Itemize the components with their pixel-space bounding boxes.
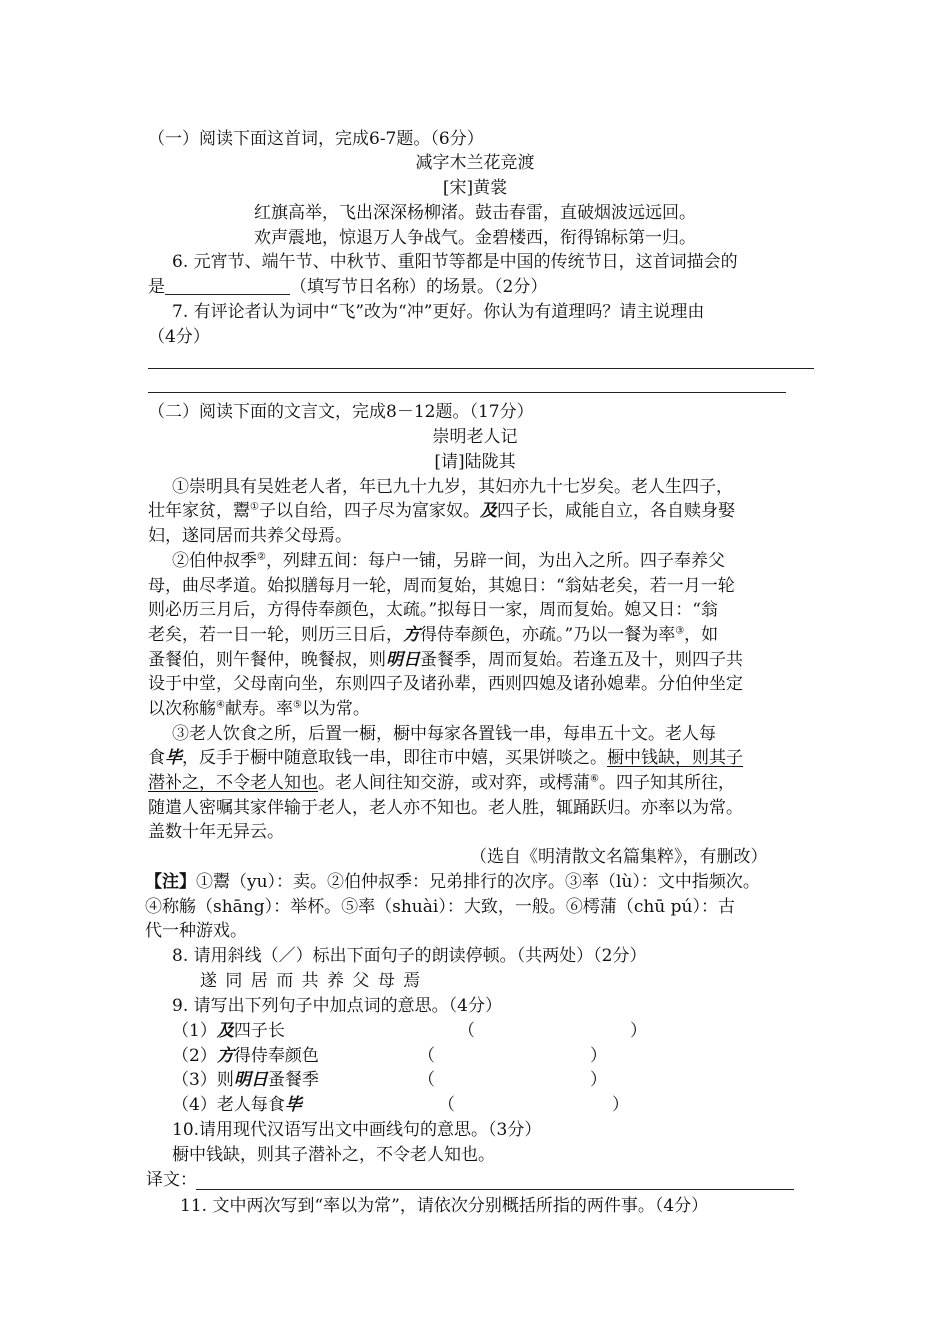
question-6-line2 bbox=[148, 276, 547, 298]
question-8: 8. 请用斜线（／）标出下面句子的朗读停顿。（共两处）（2分） bbox=[172, 946, 647, 966]
note-ref: ④ bbox=[216, 699, 225, 711]
q9-answer-4-open[interactable]: （ bbox=[438, 1095, 455, 1115]
notes-line3: 代一种游戏。 bbox=[145, 921, 247, 941]
question-6-post: （填写节日名称）的场景。（2分） bbox=[290, 277, 548, 297]
poem-line-2: 欢声震地，惊退万人争战气。金碧楼西，衔得锦标第一归。 bbox=[254, 228, 696, 248]
answer-line-2[interactable] bbox=[148, 392, 786, 393]
q9-answer-3-open[interactable]: （ bbox=[418, 1070, 435, 1090]
note-ref: ⑤ bbox=[292, 699, 302, 711]
question-9: 9. 请写出下列句子中加点词的意思。（4分） bbox=[172, 996, 502, 1016]
note-ref: ① bbox=[250, 501, 259, 513]
question-7-line1: 7. 有评论者认为词中“飞”改为“冲”更好。你认为有道理吗？请主说理由 bbox=[172, 302, 705, 322]
q9-item-3: （3）则明日蚤餐季 bbox=[172, 1070, 319, 1090]
dotted-word-fang: 方 bbox=[403, 625, 420, 645]
question-10: 10.请用现代汉语写出文中画线句的意思。（3分） bbox=[172, 1120, 542, 1140]
p3-line5: 盖数十年无异云。 bbox=[148, 822, 284, 842]
p2-line2: 母，曲尽孝道。始拟膳每月一轮，周而复始，其媳日：“翁姑老矣，若一月一轮 bbox=[148, 576, 735, 596]
source-citation: （选自《明清散文名篇集粹》，有删改） bbox=[470, 847, 768, 867]
question-7-line2: （4分） bbox=[148, 327, 210, 347]
q9-answer-2-open[interactable]: （ bbox=[418, 1046, 435, 1066]
dotted-word-bi: 毕 bbox=[165, 748, 182, 768]
underlined-sentence-part2: 潜补之，不令老人知也 bbox=[148, 773, 318, 793]
poem-line-1: 红旗高举，飞出深深杨柳渚。鼓击春雷，直破烟波远远回。 bbox=[254, 203, 696, 223]
q9-item-2: （2）方得侍奉颜色 bbox=[172, 1046, 319, 1066]
poem-author: [宋]黄裳 bbox=[442, 178, 508, 198]
question-11: 11. 文中两次写到“率以为常”，请依次分别概括所指的两件事。（4分） bbox=[180, 1196, 709, 1216]
q9-answer-1-close: ） bbox=[630, 1021, 647, 1041]
essay-title: 崇明老人记 bbox=[432, 427, 518, 447]
section2-header: （二）阅读下面的文言文，完成8－12题。（17分） bbox=[148, 402, 534, 422]
dotted-word-mingri: 明日 bbox=[386, 650, 420, 670]
note-ref: ⑥ bbox=[590, 773, 599, 785]
p3-line2: 食毕，反手于橱中随意取钱一串，即往市中嬉，买果饼啖之。橱中钱缺，则其子 bbox=[148, 748, 743, 768]
answer-blank-festival[interactable] bbox=[165, 278, 290, 295]
p2-line6: 设于中堂，父母南向坐，东则四子及诸孙辈，西则四媳及诸孙媳辈。分伯仲坐定 bbox=[148, 674, 743, 694]
q9-answer-4-close: ） bbox=[612, 1095, 629, 1115]
q9-answer-1-open[interactable]: （ bbox=[458, 1021, 475, 1041]
note-ref: ② bbox=[257, 551, 266, 563]
p2-line1: ②伯仲叔季②，列肆五间：每户一铺，另辟一间，为出入之所。四子奉养父 bbox=[172, 551, 725, 571]
p2-line7: 以次称觞④献寿。率⑤以为常。 bbox=[148, 699, 370, 719]
p2-line4: 老矣，若一日一轮，则历三日后，方得侍奉颜色，亦疏。”乃以一餐为率③，如 bbox=[148, 625, 719, 645]
q9-item-1: （1）及四子长 bbox=[172, 1021, 285, 1041]
translation-answer-line[interactable] bbox=[196, 1189, 794, 1190]
answer-line-1[interactable] bbox=[148, 368, 814, 369]
p2-line3: 则必历三月后，方得侍奉颜色，太疏。”拟每日一家，周而复始。媳又日：“翁 bbox=[148, 600, 718, 620]
dotted-word-fang: 方 bbox=[216, 1046, 234, 1066]
q9-answer-3-close: ） bbox=[590, 1070, 607, 1090]
q9-item-4: （4）老人每食毕 bbox=[172, 1095, 302, 1115]
essay-author: [请]陆陇其 bbox=[434, 452, 516, 472]
dotted-word-ji: 及 bbox=[479, 501, 497, 521]
p3-line1: ③老人饮食之所，后置一橱，橱中每家各置钱一串，每串五十文。老人每 bbox=[172, 724, 716, 744]
dotted-word-ji: 及 bbox=[216, 1021, 234, 1041]
question-8-sentence: 遂 同 居 而 共 养 父 母 焉 bbox=[200, 971, 421, 991]
notes-line2: ④称觞（shāng）：举杯。⑤率（shuài）：大致，一般。⑥樗蒲（chū pú）：古 bbox=[145, 897, 735, 917]
underlined-sentence-part1: 橱中钱缺，则其子 bbox=[607, 748, 743, 768]
p1-line1: ①崇明具有吴姓老人者，年已九十九岁，其妇亦九十七岁矣。老人生四子， bbox=[172, 477, 733, 497]
section1-header: （一）阅读下面这首词，完成6-7题。（6分） bbox=[148, 129, 484, 149]
p3-line4: 随遣人密嘱其家伴输于老人，老人亦不知也。老人胜，辄踊跃归。亦率以为常。 bbox=[148, 798, 743, 818]
note-ref: ③ bbox=[675, 625, 685, 637]
p2-line5: 蚤餐伯，则午餐仲，晚餐叔，则明日蚤餐季，周而复始。若逢五及十，则四子共 bbox=[148, 650, 743, 670]
dotted-word-bi: 毕 bbox=[284, 1095, 302, 1115]
dotted-word-mingri: 明日 bbox=[233, 1070, 268, 1090]
notes-label: 【注】 bbox=[145, 872, 196, 892]
p1-line2: 壮年家贫，鬻①子以自给，四子尽为富家奴。及四子长，咸能自立，各自赎身娶 bbox=[148, 501, 735, 521]
translation-label: 译文： bbox=[146, 1170, 197, 1190]
question-6-pre: 是 bbox=[148, 277, 165, 297]
p1-line3: 妇，遂同居而共养父母焉。 bbox=[148, 526, 352, 546]
p3-line3: 潜补之，不令老人知也。老人间往知交游，或对弈，或樗蒲⑥。四子知其所往， bbox=[148, 773, 735, 793]
q9-answer-2-close: ） bbox=[590, 1046, 607, 1066]
poem-title: 减字木兰花竞渡 bbox=[415, 153, 535, 173]
question-10-sentence: 橱中钱缺，则其子潜补之，不令老人知也。 bbox=[172, 1145, 495, 1165]
question-6-line1: 6. 元宵节、端午节、中秋节、重阳节等都是中国的传统节日，这首词描会的 bbox=[172, 252, 738, 272]
notes-line1: 【注】①鬻（yu）：卖。②伯仲叔季：兄弟排行的次序。③率（lù）：文中指频次。 bbox=[145, 872, 760, 892]
